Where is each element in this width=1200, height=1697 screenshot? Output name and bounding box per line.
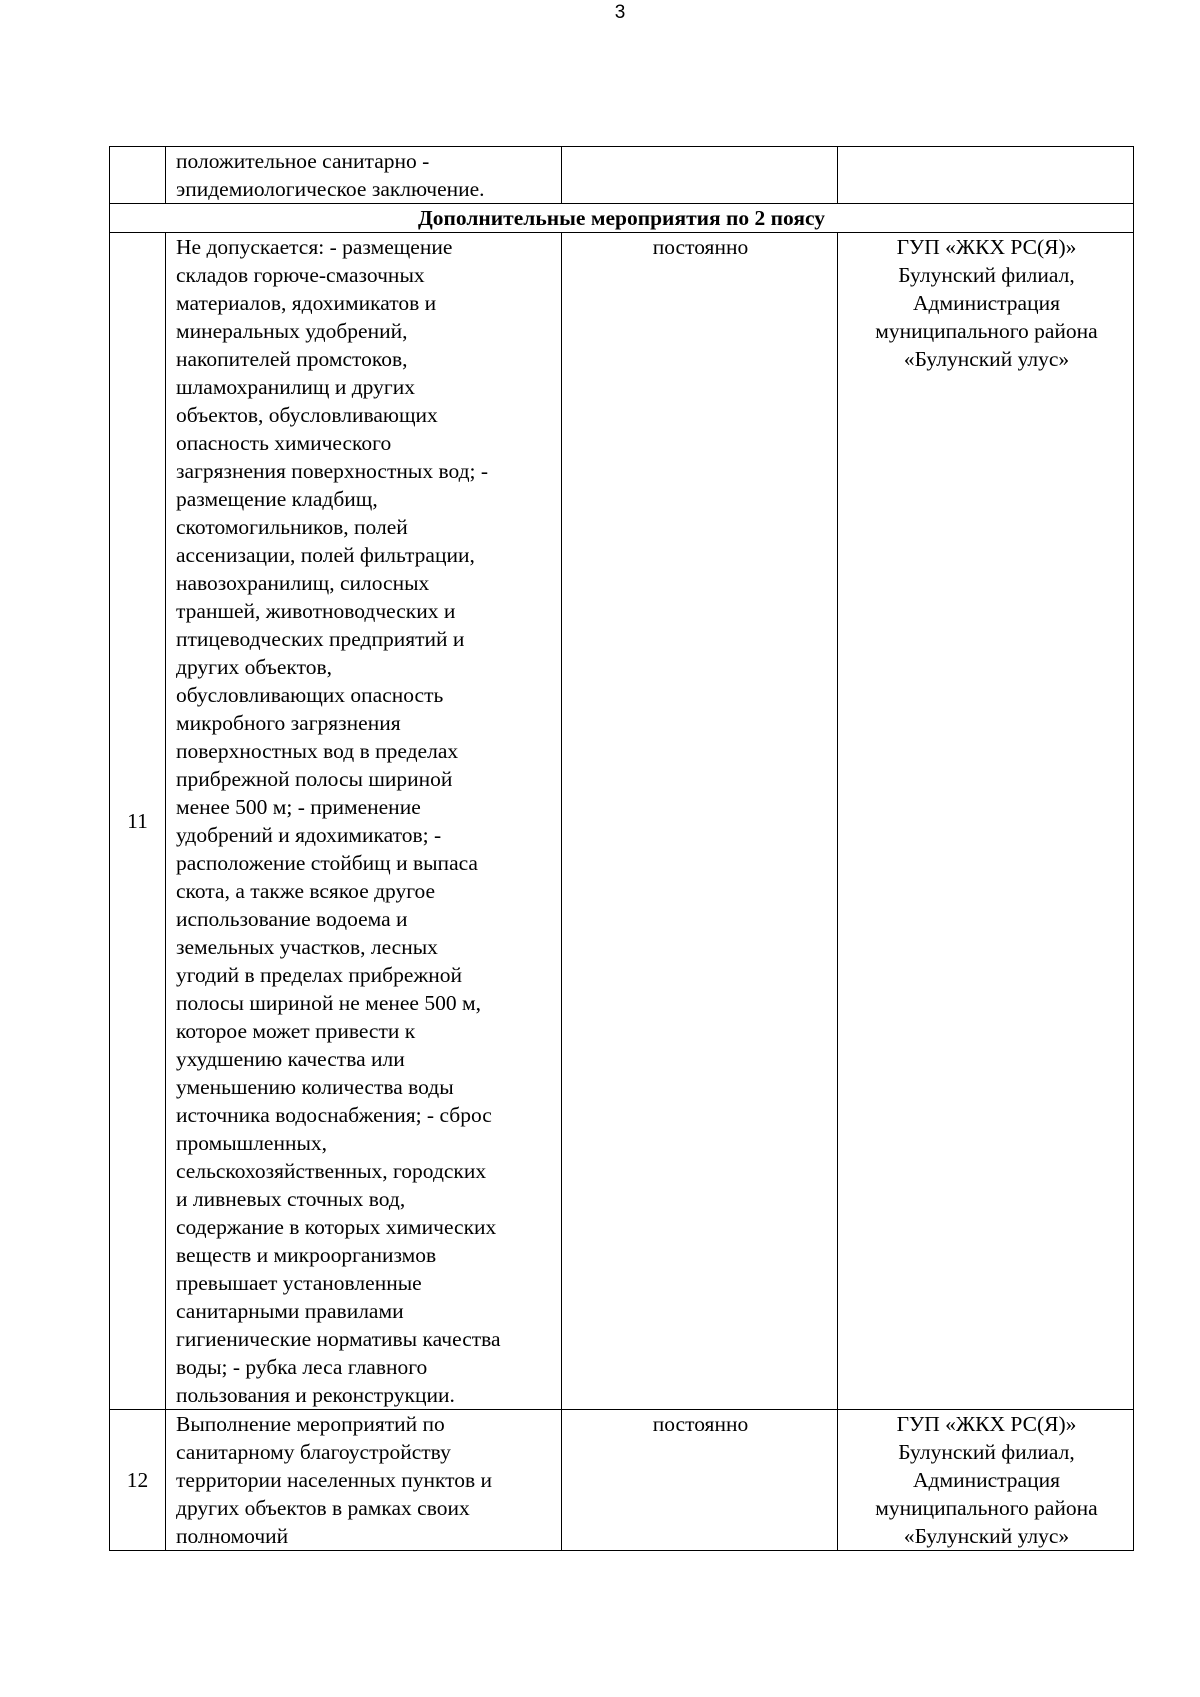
measure-cell: Выполнение мероприятий по санитарному благоустройству территории населенных пунктов и других объектов в рамках своих полномочий: [166, 1410, 562, 1551]
row-number-cell: 11: [110, 233, 166, 1410]
row-number-cell: [110, 147, 166, 204]
section-title: Дополнительные мероприятия по 2 поясу: [110, 204, 1134, 233]
term-cell: постоянно: [562, 1410, 838, 1551]
row-number-cell: 12: [110, 1410, 166, 1551]
term-cell: постоянно: [562, 233, 838, 1410]
page-number: 3: [614, 2, 626, 23]
term-cell: [562, 147, 838, 204]
section-header-row: [110, 204, 1134, 233]
responsible-cell: [838, 147, 1134, 204]
measure-cell: Не допускается: - размещение складов горюче-смазочных материалов, ядохимикатов и минеральных удобрений, накопителей промстоков, шламохранилищ и других объектов, обусловливающих опасность химического загрязнения поверхностных вод; - размещение кладбищ, скотомогильников, полей ассенизации, полей фильтрации, навозохранилищ, силосных траншей, животноводческих и птицеводческих предприятий и других объектов, обусловливающих опасность микробного загрязнения поверхностных вод в пределах прибрежной полосы шириной менее 500 м; - применение удобрений и ядохимикатов; - расположение стойбищ и выпаса скота, а также всякое другое использование водоема и земельных участков, лесных угодий в пределах прибрежной полосы шириной не менее 500 м, которое может привести к ухудшению качества или уменьшению количества воды источника водоснабжения; - сброс промышленных, сельскохозяйственных, городских и ливневых сточных вод, содержание в которых химических веществ и микроорганизмов превышает установленные санитарными правилами гигиенические нормативы качества воды; - рубка леса главного пользования и реконструкции.: [166, 233, 562, 1410]
responsible-cell: ГУП «ЖКХ РС(Я)» Булунский филиал, Администрация муниципального района «Булунский улус»: [838, 1410, 1134, 1551]
measures-table: [109, 146, 1134, 1551]
table-row: [110, 233, 1134, 1410]
measure-cell: положительное санитарно - эпидемиологическое заключение.: [166, 147, 562, 204]
table-row: [110, 1410, 1134, 1551]
table-row: [110, 147, 1134, 204]
responsible-cell: ГУП «ЖКХ РС(Я)» Булунский филиал, Администрация муниципального района «Булунский улус»: [838, 233, 1134, 1410]
